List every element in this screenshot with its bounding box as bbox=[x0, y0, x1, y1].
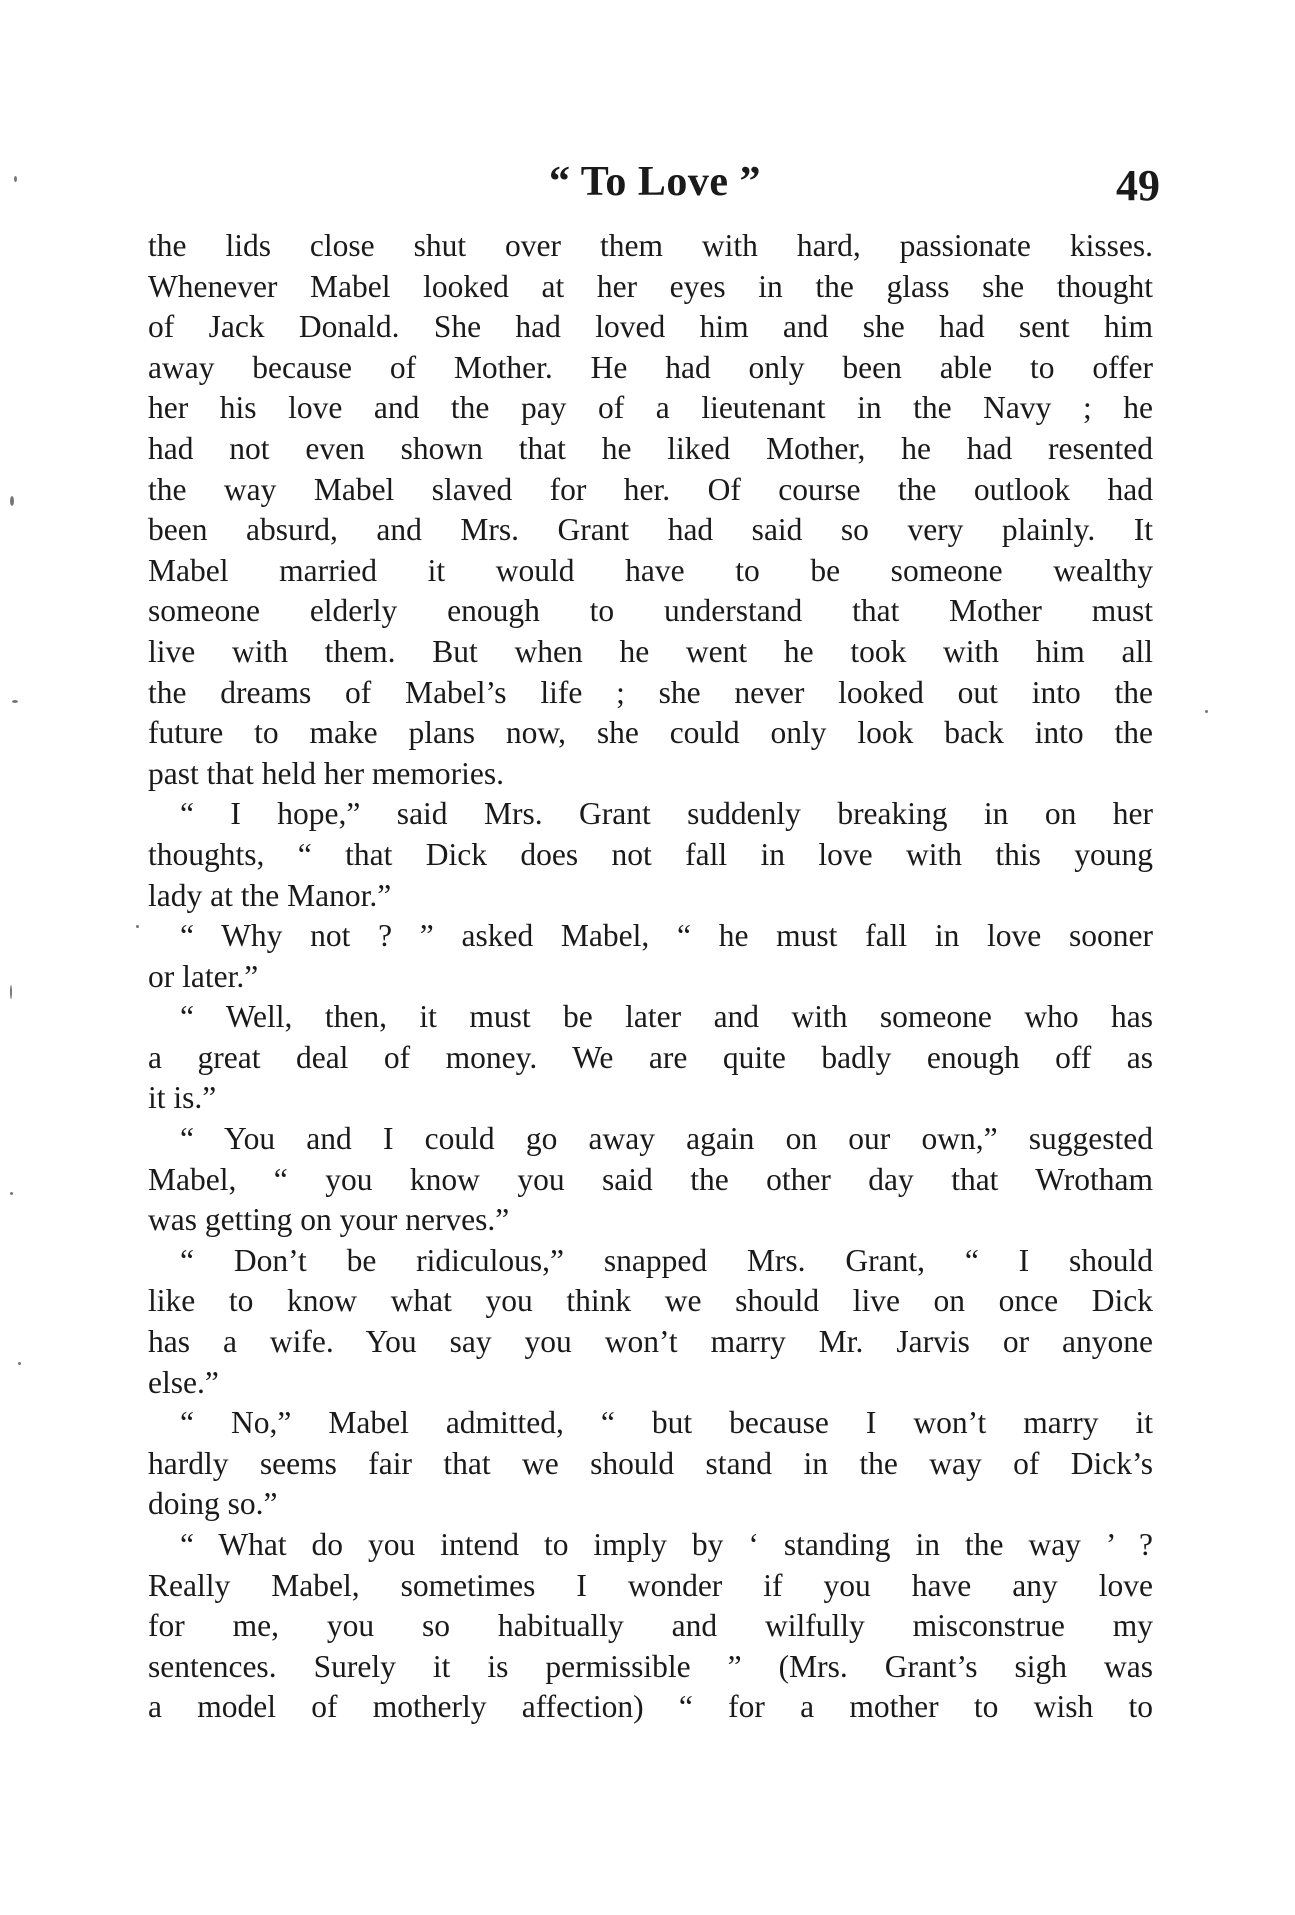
text-line: had not even shown that he liked Mother, he had resented bbox=[148, 430, 1153, 466]
text-line: “ Well, then, it must be later and with someone who has bbox=[180, 999, 1153, 1035]
text-line: Mabel, “ you know you said the other day that Wrotham bbox=[148, 1161, 1153, 1197]
text-line: a model of motherly affection) “ for a mother to wish to bbox=[148, 1689, 1153, 1725]
text-line: someone elderly enough to understand that Mother must bbox=[148, 593, 1153, 629]
scan-speck bbox=[18, 1362, 21, 1365]
text-line: live with them. But when he went he took with him all bbox=[148, 633, 1153, 669]
text-line: lady at the Manor.” bbox=[148, 877, 392, 913]
text-line: “ Why not ? ” asked Mabel, “ he must fall in love sooner bbox=[180, 918, 1153, 954]
text-line: thoughts, “ that Dick does not fall in love with this young bbox=[148, 836, 1153, 872]
text-line: “ Don’t be ridiculous,” snapped Mrs. Grant, “ I should bbox=[180, 1242, 1153, 1278]
text-line: “ I hope,” said Mrs. Grant suddenly breaking in on her bbox=[180, 796, 1153, 832]
text-line: “ What do you intend to imply by ‘ standing in the way ’ ? bbox=[180, 1527, 1153, 1562]
text-line: has a wife. You say you won’t marry Mr. Jarvis or anyone bbox=[148, 1324, 1153, 1360]
scan-speck bbox=[136, 925, 139, 928]
text-line: or later.” bbox=[148, 958, 259, 994]
page-number: 49 bbox=[1116, 161, 1160, 210]
text-line: doing so.” bbox=[148, 1486, 278, 1522]
text-line: of Jack Donald. She had loved him and she had sent him bbox=[148, 309, 1153, 345]
text-line: Whenever Mabel looked at her eyes in the glass she thought bbox=[148, 268, 1153, 304]
text-line: hardly seems fair that we should stand in the way of Dick’s bbox=[148, 1445, 1153, 1481]
body-text bbox=[148, 226, 1153, 1728]
text-line: future to make plans now, she could only look back into the bbox=[148, 715, 1153, 751]
text-line: the dreams of Mabel’s life ; she never looked out into the bbox=[148, 674, 1153, 710]
text-line: “ No,” Mabel admitted, “ but because I won’t marry it bbox=[180, 1405, 1153, 1441]
text-line: like to know what you think we should live on once Dick bbox=[148, 1283, 1153, 1319]
text-line: the way Mabel slaved for her. Of course the outlook had bbox=[148, 471, 1153, 507]
scan-speck bbox=[10, 1192, 13, 1195]
scan-speck bbox=[14, 176, 17, 182]
text-line: for me, you so habitually and wilfully misconstrue my bbox=[148, 1608, 1153, 1644]
text-line: her his love and the pay of a lieutenant in the Navy ; he bbox=[148, 390, 1153, 426]
text-line: else.” bbox=[148, 1364, 219, 1400]
text-line: past that held her memories. bbox=[148, 755, 505, 791]
text-line: it is.” bbox=[148, 1080, 217, 1116]
text-line: Mabel married it would have to be someone wealthy bbox=[148, 552, 1153, 588]
text-line: sentences. Surely it is permissible ” (Mrs. Grant’s sigh was bbox=[148, 1648, 1153, 1684]
scan-speck bbox=[12, 700, 18, 703]
running-title: “ To Love ” bbox=[548, 159, 762, 205]
text-line: was getting on your nerves.” bbox=[148, 1202, 510, 1238]
scan-speck bbox=[10, 985, 12, 999]
text-line: the lids close shut over them with hard, passionate kisses. bbox=[148, 228, 1153, 263]
text-line: away because of Mother. He had only been able to offer bbox=[148, 349, 1153, 385]
running-head bbox=[150, 150, 1160, 214]
text-line: Really Mabel, sometimes I wonder if you have any love bbox=[148, 1567, 1153, 1603]
text-line: “ You and I could go away again on our own,” suggested bbox=[180, 1121, 1153, 1157]
text-line: been absurd, and Mrs. Grant had said so very plainly. It bbox=[148, 512, 1153, 548]
scan-speck bbox=[10, 496, 14, 506]
scan-speck bbox=[1205, 710, 1208, 713]
text-line: a great deal of money. We are quite badly enough off as bbox=[148, 1039, 1153, 1075]
